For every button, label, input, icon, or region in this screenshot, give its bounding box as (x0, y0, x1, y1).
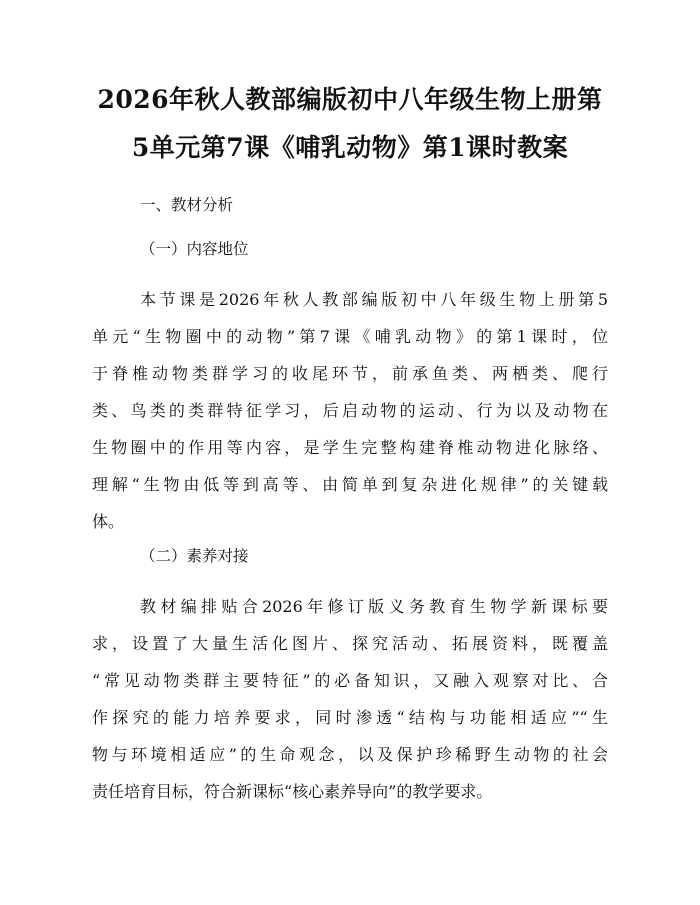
paragraph-content-position (92, 285, 608, 544)
paragraph-line: 责任培育目标，符合新课标“核心素养导向”的教学要求。 (92, 782, 493, 801)
paragraph-line: “常见动物类群主要特征”的必备知识，又融入观察对比、合 (92, 671, 608, 690)
subsection-heading-content-position: （一）内容地位 (140, 240, 249, 258)
paragraph-line: 本节课是2026年秋人教部编版初中八年级生物上册第5 (140, 290, 608, 309)
paragraph-line: 求，设置了大量生活化图片、探究活动、拓展资料，既覆盖 (92, 634, 608, 653)
paragraph-line: 物与环境相适应”的生命观念，以及保护珍稀野生动物的社会 (92, 745, 608, 764)
paragraph-line: 理解“生物由低等到高等、由简单到复杂进化规律”的关键载 (92, 475, 608, 494)
document-title-line-1: 2026年秋人教部编版初中八年级生物上册第 (97, 85, 603, 114)
paragraph-line: 类、鸟类的类群特征学习，后启动物的运动、行为以及动物在 (92, 401, 608, 420)
paragraph-line: 生物圈中的作用等内容，是学生完整构建脊椎动物进化脉络、 (92, 438, 608, 457)
paragraph-literacy-alignment (92, 592, 608, 814)
paragraph-line: 教材编排贴合2026年修订版义务教育生物学新课标要 (140, 597, 608, 616)
paragraph-line: 单元“生物圈中的动物”第7课《哺乳动物》的第1课时，位 (92, 327, 608, 346)
paragraph-line: 体。 (92, 512, 125, 531)
paragraph-line: 于脊椎动物类群学习的收尾环节，前承鱼类、两栖类、爬行 (92, 364, 608, 383)
document-title-line-2: 5单元第7课《哺乳动物》第1课时教案 (131, 133, 569, 162)
paragraph-line: 作探究的能力培养要求，同时渗透“结构与功能相适应”“生 (92, 708, 608, 727)
section-heading-materials-analysis: 一、教材分析 (140, 196, 234, 214)
subsection-heading-literacy-alignment: （二）素养对接 (140, 547, 249, 565)
